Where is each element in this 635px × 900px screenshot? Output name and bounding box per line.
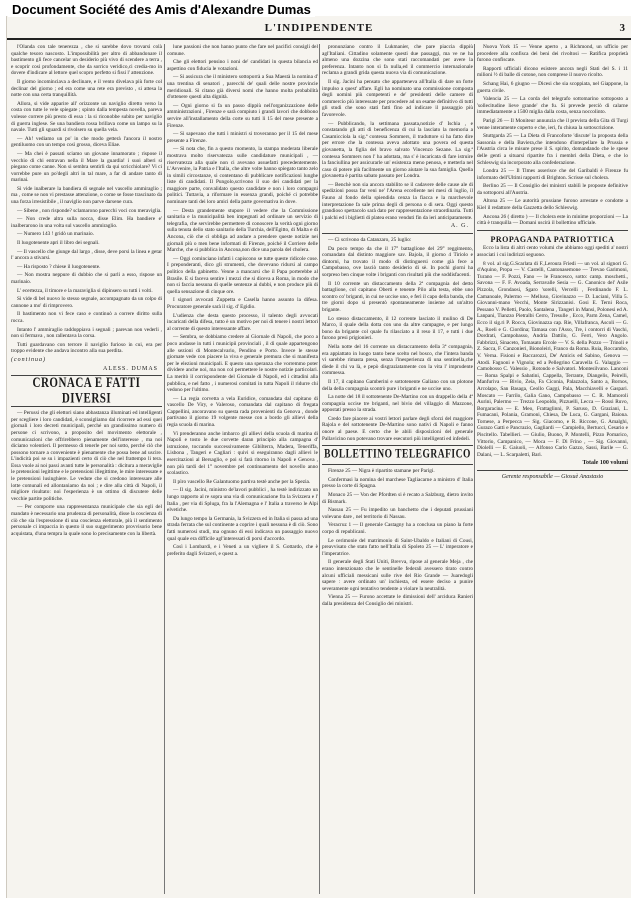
paragraph: — Perussi che gli elettori siano abbastanza illuminati ed intelligenti per scegliere i loro candidati, è sconsigliamo dal ricorrere ad essi quei giornali i loro decreti municipali, perché un grandissimo numero di persone ci scrivono, a proposito del movimento elettorale , comunicazioni che offrirebbero pienamente dell'interesse , ma noi diciamo volentieri. Il permesso di tenerle per noi sotto, perché ciò che possono tornare a conveniente è pienamente che possa bene ad uscire. L'indicità poi se su i impazienti certo di ciò che nel frattempo li tera. Essa vuole ai noi passi avanti tutte le personalità : dicitura a meraviglie le pretensioni legittime e le pretensioni illegittime, le mire interessate e le pretensioni lusinghiere. Le vedute che si credono interessare alle lotte comunali ed allontaniamo da noi ; e dire alla città di Napoli, il migliore risultato: noi l'esperienza è un ottimo di discutere delle vecchie partite politiche. xyxy=(11,410,162,502)
paragraph: L' ecertezza, il timore e la maraviglia si dipinsero su tutti i volti. xyxy=(17,287,153,294)
paragraph: Nassau 25 — Fu impedito un banchetto che i deputati prussiani volevano dare , nel territorio di Nassau. xyxy=(322,507,473,520)
paragraph: — Sibene , non risponde? sclamarono parecchi voci con meraviglia. xyxy=(17,207,162,214)
paragraph: Così i Lombardi, e i Veneti a un vigliere il S. Gottardo, che è preferito dagli Svizzeri, e quest a. xyxy=(167,544,318,557)
paragraph: l'Olanda con tale tenerezza , che si sarebbe dovo trovarsi colà qualche tesoro nascosto. L'impossibilità per altro di abbandonare il bastimento gli fece cancelar un desiderio più vivo di scendere a terra , e scoprir cosi profondamente, che da sorrico veridico,ci credia-mo in dovere d'indicare al lettore quel scopro perfetto si fissi l' attenzione. xyxy=(11,44,162,77)
paragraph: — Ha risposto ? chiese il luogotenente. xyxy=(17,263,101,270)
paragraph: Il giorno incominciava a declinare, e il vento divelava più forte col declinar del giorno ; ed era come una rete era previsto , si attesa la notte con una certa tranquillità. xyxy=(11,78,162,99)
page-number: 3 xyxy=(619,22,625,34)
paragraph: Schang Hai, 6 giugno — Dicesi che sia scoppiata, nel Giappone, la guerra civile. xyxy=(477,80,628,94)
paragraph: — Desta grandemente stupore il vedere che la Commissione sanitaria e la municipalità ben impegnati ad ordinare un servizio di telegrafia, che servirebbe permettere di conoscere la verità ogni giorno sulla tenuta dello stato sanitario della Turchia, dell'Egitto, di Malta e di Ancona, ciò che ci obbliga ad andare a prendere queste notizie nei giornali più o men bene informati di Firenze, poiché il Corriere delle Marche, che si pubblica in Ancona,non dice una parola del cholera. xyxy=(167,207,318,254)
paragraph: Firenze 25 — Nigra è ripartito stamane per Parigi. xyxy=(328,468,435,475)
paragraph: — Il sig. Jacini, ministro de'lavori pubblici , ha testè indirizzato un lungo rapporto al re sopra una via di comunicazione fra la Svizzera e l' Italia , per via di Spluga, fra la l'Alemagna e l' Italia a traverso le Alpi elvetiche. xyxy=(167,487,318,514)
paragraph: pronunziano contro il Lukmanier, che pare piaccia dippiù agl'Italiani. Cittadino solamente questi due passaggi, ma ve ne ha almeno una dozzina che sono stati raccomandati per avere la preferenza. Intanto non si fa nulla,ed il commercio internazionale reclama a grandi grida questa nuova via di comunicazione. xyxy=(322,44,473,77)
paragraph: — Ogni giorno si fa un passo dippiù nell'organizzazione delle amministrazioni , Firenze e sarà compiuto i grandi lavori che dobbono servire all'installamento della corte su tutti li 15 del mese presente a Firenze. xyxy=(167,102,318,129)
paragraph: — Pubblicando, la settimana passata,notizie d' Ischia , e constatando gli atti di beneficenza di cui la lasciato la memoria a Casamicciola la sig.ª contessa Sommers, il traduttore si ha fatto dire per errore che la contessa aveva adottato una povera ed questa giovanetta, la figlia del bravo salvato Vincenzo Sezane. La sig.ª contessa Sommers non l' ha adottata, ma s' è incaricata di fare istruire la fanciullina per assicurarle un' esistenza meno penosa, e metterla nel caso di potere più facilmente un giorno aiutare la sua famiglia. Quella giovanetta è partita sabato passato per Londra. xyxy=(322,120,473,180)
author-signature: ALESS. DUMAS xyxy=(102,365,158,372)
paragraph: Il generale degli Stati Uniti, Brevva, ripose al generale Meja , che erano intenzionato che le sentinelle federali avessero tirato contro alcuni ufficiali messicani sulle rive del Rio Grande — Juaredogli sapere : avere ordinato un' inchiesta, ed essere deciso a punire severamente ogni tentativo tendente a violare la neutralità. xyxy=(322,559,473,592)
paragraph: Monaco 25 — Von der Pfordten si è recato a Salzburg, dietro invito di Bismark. xyxy=(322,492,473,505)
divider xyxy=(322,445,473,446)
continued-note: (continua) xyxy=(11,356,46,363)
paragraph: — Ah! vediamo un po' in che modo getterà l'ancora il nostro gentiluomo con un tempo così grosso, diceva Eliae. xyxy=(11,135,162,149)
paragraph: Da poco tempo da che il 17° battaglione del 29° reggimento, comandato dal distinto maggiore sav. Bajola, il giorno 4 Tiriolo e dintorni, ha trovato il modo di distinguersi come già fece a Campobasso, ove lasciò tanto desiderio di sè. In pochi giorni ha sorpreso ben cinque volte i briganti con risultati più che soddisfacenti. xyxy=(322,245,473,278)
paragraph: Vienna 25 — Furono accettate le dimissioni dell' arciduca Ranieri dalla presidenza del Consiglio dei ministri. xyxy=(322,594,473,607)
paragraph: Nuova York 15 — Venne aperto , a Richmond, un ufficio per procedere alla confisca dei beni dei rivoltosi — Ratifica proprietà furono confiscate. xyxy=(477,44,628,64)
paragraph: Da lungo tempo la Germania, la Svizzera ed in Italia si passa ad una strada ferrata che sul continente a coprire i quali nessuna è di ciò. Sono fatti numerosi studi, ma ognuno di essi indicava un passaggio nuovo qual quale era difficile agl'interessati di porsi d'accordo. xyxy=(167,515,318,542)
paragraph: Lo stesso distaccamento, il 12 corrente lasciato il mulino di De Marco, il quale della dotta con uno da altre campagne, e per lungo bono da brigante col quale fu rilasciato a il reso il 17, e tutti i due furono presi prigionieri. xyxy=(322,315,473,342)
paragraph: Il luogotenente apri il libro dei segnali. xyxy=(17,240,100,247)
column-4 xyxy=(477,44,628,894)
paragraph: Rapporti ufficiali dicono esistere ancora negli Stati del S. i 11 milioni ½ di balle di cotone, non comprese il nuovo ricolto. xyxy=(477,65,628,79)
paragraph: Ecco la lista di altri cento volumi che abbiamo oggi spediti a' nostri associati i cui indirizzi seguono. xyxy=(477,245,628,259)
column-3 xyxy=(322,44,473,894)
paragraph: Valencia 25 — La corda del telegrafo sottomarino sottoposto a 'sollecitudine lieve grande' che fu. Si prevede perciò di calarne immediatamente a 1500 miglia dalla costa, senza noccolinto. xyxy=(477,96,628,116)
paragraph: Ancona 26 ( diretto ) — Il cholera este in minime proporzioni — La città è tranquilla — Domani uscirà il bollettino ufficiale. xyxy=(477,213,628,227)
paragraph: Parigi 26 — Il Moniteur annunzia che il prevista della Gita di Turgi venne interamente coperto e che, ieri, fu chiusa la sottoscrizione. xyxy=(477,117,628,131)
paragraph: Il 17, il capitano Gamberini e sottotenente Galiano con un plotone della della compagnia scontrò pure i briganti e ne uccise uno. xyxy=(322,378,473,392)
divider xyxy=(477,470,628,471)
column-rule xyxy=(164,44,165,894)
paragraph: — Si nota che, fin a questo momento, la stampa moderata liberale mostrava molto riservatezza sulle candidature municipali , — riservatezza alla quale non ci avevano assuefatti precedentemente. L'Avvenire, la Patria e l'Italia, che altre volte hanno spiegato tanto zelo in simili circostanze, si contentano di pubblicare notificazioni lunghe liste di candidati. Il Pungolo,scrivono il suo dei candidati per la maggiore parte, convalidato questo candidate e non i loro compagni politici. Tuttavia, a riformare in essenza grandi, poiché ci potrebbe nominare tanti dei loro amici della parte governativa in dove. xyxy=(167,146,318,206)
paragraph: Le cerimonie del matrimonio di Saint-Ubaldo e Italiani di Cousi, preavvisato che stato fatto nell'Italia di Spoleto 25 — L' imperatore e l'imperatrice. xyxy=(322,537,473,557)
paragraph: — Il vascello che giunge dal largo , disse, deve porsi la linea e getar l' ancora a stivarsi. xyxy=(11,248,162,262)
paragraph: — Sembra, se dobbiamo credere al Giornale di Napoli, che poco a poco andasse in tutti i municipii provinciali , il dì quale appartengono alle sezioni di Montecalvario, Pendino e Porto. Invece le stesse giornate vede con piacere la viva e generale premura che si manifesta per le elezioni municipali. E questo una speranza che vorremmo poter dividere anche noi, ma non col permettere le nostre notizie particolari. La meritò il corrispondente del Giornale di Napoli, ed i cittadini alla pubblica, e nel fatto , i numerosi comitati in tutta Napoli il ridurre chi vedono per l'ultimo. xyxy=(167,334,318,394)
paragraph: — Oggi cominciano infatti i capiscono se tutte queste ridicole cose. I preponderanti, dico gli strumenti, che dovevano ridursi al campo politico della gabinetto. Venne a mancarsi che il Papa porterebbe al Brasile. E si faceva sentire i mezzi che si diceva a Roma, in modo che non si faccia nessuna di quelle sentenze ai dubbi, e non produce più di quella sensazione di cinque ore. xyxy=(167,255,318,295)
paragraph: — Ci scrivono da Catanzaro, 25 luglio: xyxy=(328,237,412,244)
paragraph: — La regia corvetta a vela Euridice, comandata dal capitano di vascello De Viry, e Valeroso, comandata dal capitano di fregata Cappellini, ancoravano su questa rada provenienti da Genova , donde partivano il giorno 19 volgente messe con a bordo gli allievi della regia scuola di marina. xyxy=(167,395,318,429)
paragraph: Si vide inalberare la bandiera di segnale nel vascello ammiraglio ; ma , come se non vi prestasse attenzione, o come se fosse trascinato da una forza irresistibile , il naviglio non parve darsene cura. xyxy=(11,185,162,206)
paragraph: Il pìro vascello Re Galantuomo partiva testè anche per la Spezia. xyxy=(173,478,311,485)
paragraph: La notte del 18 il sottotenente De-Martino con un drappello della 4ª compagnia uccise tre briganti, nel bivio del villaggio di Mazzone, appostati presso la strada. xyxy=(322,394,473,414)
newspaper-page xyxy=(6,16,631,898)
newspaper-title: L'INDIPENDENTE xyxy=(264,22,374,34)
column-rule xyxy=(474,44,475,894)
propaganda-heading: PROPAGANDA PATRIOTTICA xyxy=(490,234,615,244)
responsible-manager: Gerente responsabile — Giosuè Anastasio xyxy=(501,474,604,481)
paragraph: — Si assicura che il ministero sottoporrà a Sua Maestà la nomina d' una trentina di senatori , parecchi de' quali delle nostre provincie meridionali. Si citano già diversi nomi che hanno molta probabilità d'ottenere questi alta dignità. xyxy=(167,74,318,101)
paragraph: Il 10 corrente un distaccamento della 2ª compagnia del detto battaglione, col capitano Oberti e tenente Pilo alla testa, ebbe uno scontro co' briganti, in cui ne uccise uno, e ferì il capo della banda, che tre giorni dopo si presentò spontaneamente insieme ad un'altro brigante. xyxy=(322,280,473,313)
paragraph: 8 vol. al sig.G.Scarlata di F.,Leroura Friedi — un vol. al signori G. d'Aquino, Propa — V. Castelli, Cantonasemone — Trevao Garimoni, Turano — F. Pozzi, Fano — le Francesco, sotto: camp. moschetti., Savona — F. F. Avoada, Serravalle Sesia — G. Canonico del' Asile Pizzola, Grondaosi, Sgaro 'sorelli, Vercelli , Ferdinando F. L. Camanoale, Palermo — Melluso, Giovinazzo — D. Luciani, Villa 5. Giovanni-mano Vecchi, Monte Sirizzanisi. Gosi E. Terni Roca, Pessano V. Pelletti, Paolo, Santalena , Tangeri in Mansi, Polonesi ed A. Lanpani, Tianzzo Pietralbi Cerro, Tresulle , Ecco, Parm Zena, Camel, Ecco il sig.ri P. Rocca, Giovinazza cap. Rie, Villafranca, Ascoli — G. A., Roeli e G. Ciordina; Tamasa con l'Asso, Tre, i contorri di Vaschi, Dordrati, Campobasso, Andria Dattilo, G. Ferri, Vero Angolo. Fabbrizzi, Sinaceto, Tomasato Ercole — V. S. della Pozzo — Trinoli e Z. Sacca, F. Canzonieri, Bionoleiri, Franco da Roma. Ruia, Roccambo, V. Verna. Fisioni e Baccarozzi, De' Amicis ed Sabino, Genova — Atodi. Fagnoni e Vignola; ed a Pellegrino Caravella G. Valaggio — Camobosso C. Valessio , Rotondo e Salvatori. Montesilvano. Lanconi — Roma Spalpi e Sabatini, Cappella, Terrante, Diangelis, Peirelli, Manfuriva — Bivio, Zeia, Fa Ciconia, Palazzola, Santo a, Bornos, Arcolapo, San Basaga, Ceollo Gaggi, Pala, Macchiavelli e Gaspari. Moscato — Farrilo, Galia Gano, Campobasso — C. R. Mamoroli Aurini, Palermo — Trezzo Leopoldo, Pizzuelli, Lecca — Rossi Ruvo, Borgaracina — E. Meo, Frattaglinni, P. Saruso, D. Graziani, L. Fumacani, Polania, Gramoni, Chiesa, De Luca, G. Gargani, Baiona. Tornese, a Perpecca — Sig. Giacomo, e R. Riccone, G. Amalghi, Gurazo Gatti e Pancrazio, Gagliardi — Campiello, Bertucci, Cesario e Piscitello. Tabellieri. — Giulio, Buono, P. Montelli, Pizzo Pomarico, Vittorio, Campanico, — Moca — F. Di Frino , — Sig. Giovanni, Diolelli — E. Gaiuoli, — Alfonso Carlo Gazzo, Sassi, Barile — G. Dalani, — L. Scarpaletti, Bari. xyxy=(477,260,628,458)
document-watermark: Document Société des Amis d'Alexandre Dumas xyxy=(8,2,315,17)
column-2 xyxy=(167,44,318,894)
paragraph: Stuttgarda 25 — La Dieta di Francoforte 'discute' la proposta della Sassonia e della Baviera,che intendono d'interpellare la Prussia e l'Austria circa le misure prese il S. spirito, domandando che le spese delle genti a situarsi ripartite fra i membri della Dieta, e che lo Schleswig sia incorporato alla confederazione. xyxy=(477,133,628,166)
cronaca-heading: CRONACA E FATTI DIVERSI xyxy=(32,375,141,407)
paragraph: — Per comporre una rappresentanza municipale che sia egli del mandato è necessario una prudenza di personalità, disse la coscienza di ciò che sia l'espressione di una coscienza elettorale, più il sentimento personale ci impaccia in questo il suo suggerimento provvisorio bene acquistata, d'una tempra la quale sono lo precisamente con la libertà. xyxy=(11,504,162,537)
paragraph: Berlino 25 — Il Consiglio dei ministri stabilì le proposte definitive da sottoporsi all'Austria. xyxy=(477,183,628,196)
paragraph: Vi prenderanno anche imbarco gli allievi della scuola di marina di Napoli e tosto le due corvette daran principio alla campagna d' istruzione, toccando successivamente Gibilterra, Madera, Teneriffa, Lisbona , Tangeri e Cagliari : quivi si eseguiranno dagli allievi le esercitazioni al Bersaglio, e poi si farà ritorno in Napoli e Genova , non più tardi del 1° novembre pel continuamento del novello anno scolastico. xyxy=(167,430,318,477)
divider xyxy=(477,230,628,231)
paragraph: — Benchè non sia ancora stabilito se il cadavere delle cause ale di spedizioni possa far veni ne' l'Arena eccellente nei mesi di luglio, il Fauno al fondo della spiendida cenza la fiacca e la marchevole interpretazione fa sale prima degli di persona o di sera. Oggi questo grandioso spettacolo sarà dato per rappresentazione straordinaria. Tutti i palchi ed i biglietti di platea erano venduti fin da ieri anticipatamente. xyxy=(322,181,473,221)
paragraph: Confermasi la nomina del marchese Tagliacarne a ministro d' Italia presso la corte di Spagna. xyxy=(322,476,473,490)
paragraph: Veracruz 1 — Il generale Castagny ha a conclusa un piano la forte corpo di republicani. xyxy=(322,522,473,535)
paragraph: Londra 25 — Il Times asserisce che del Garibaldi è Firenze fu informato dell'Ultimi rapporti di Brighton. Scrisse sul cholera. xyxy=(477,168,628,181)
paragraph: Intanto l' ammiraglio raddoppiava i segnali ; parevan non vederli , non si fermava , non rallentava la corsa. xyxy=(11,326,162,340)
article-signature: A. G. xyxy=(450,223,469,230)
column-rule xyxy=(319,44,320,894)
paragraph: — Si sapevano che tutti i ministri si troveranno per il 15 del mese presente a Firenze. xyxy=(167,131,318,144)
paragraph: Si vide di bel nuovo lo stesso segnale, accompagnato da un colpo di cannone a mo' di rimprovero. xyxy=(11,296,162,309)
paragraph: Altona 25 — Le autorità prussiane furono arrestate e condotte a Kiel il redattore della Gazzetta dello Schleswig. xyxy=(477,198,628,212)
paragraph: lune passioni che non hanno punto che fare nel pacifici consigli del comune. xyxy=(167,44,318,57)
paragraph: — Numero 143 ! gridò un marinaio. xyxy=(17,231,94,238)
feuilleton-text xyxy=(11,44,162,355)
paragraph: Il bastimento non vi fece caso e continuò a correre diritto sulla rocca. xyxy=(11,311,162,324)
divider xyxy=(322,233,473,234)
divider xyxy=(322,464,473,465)
paragraph: Credo fare piacere ai vostri lettori parlare degli sforzi del maggiore Rajola e del sottotenente De-Martino sono nativi di Napoli e fanno onore al paese. E certo che le abili disposizioni del generale Pallavicino non potevano trovare esecutori più intelligenti ed infedeli. xyxy=(322,415,473,442)
masthead xyxy=(7,22,631,40)
paragraph: Tutti guardavano con terrore il naviglio furioso in cui, era per troppo evidente che andava incontro alla sua perdita. xyxy=(11,341,162,355)
paragraph: Che gli elettori pensino i noni de' candidati in questa bilancia ed aspettino con fiducia le votazioni. xyxy=(167,59,318,72)
total-volumes: Totale 100 volumi xyxy=(582,460,628,467)
paragraph: — Non crede altra sulla nocca, disse Elim. Ha bandiere e' inalberarono in una volta sul vascello ammiraglio. xyxy=(11,216,162,229)
paragraph: Il sig. Jacini ha pensato che apparteneva all'Italia di dare un forte impulso a quest' affare. Egli ha nominato una commissione composta degli uomini più competenti e de' presidenti delle camere di commercio più interessate per procedere ad un esame definitivo di tutti gli studi che sono stati fatti fino ad indicare il passaggio più favorevole. xyxy=(322,78,473,118)
paragraph: L'udienza che desta questo processo, il talento degli avvocati incaricati della difesa, tutto è un motivo per noi di tenere i nostri lettori al corrente di questo interessante affare. xyxy=(167,312,318,332)
telegraph-heading: BOLLETTINO TELEGRAFICO xyxy=(324,448,471,462)
paragraph: — Ma chei è passati sciamo un giovane innamorato ; rispose il vecchio di chi entravan nella il Mare la guardia! i suoi alberi si piegano come canne. Non si sembra sentirli da qui scricchiolare? Vi ci vorrebbe pure un po'degli altri in tal mare, a far di andare tanto di marinai. xyxy=(11,150,162,184)
paragraph: Nella notte del 16 corrente un distaccamento della 3ª compagnia, era appiattato in luogo tanto bene scelto nel bosco, che l'intera banda vi sarebbe rimasta presa, senza l'inesperienza di una sentinella,che diede il chi va là, e pepò disgraziatamente con la vita l' imprudente commessa. xyxy=(322,343,473,377)
paragraph: Allora, si vide apparire all' orizzonte un naviglio diretto verso la costa con tutte le vele spiegate ; spinto dalla tempesta novella, pareva volesse correre più presto di essa : la si riconobbe subito per naviglio di guerra inglese. Se una bandiera rossa brillava come un lampo su la navale. Tutti gli sguardi si rivolsero su quella vela. xyxy=(11,100,162,134)
paragraph: I signori avvocati Zuppetta e Casella hanno assunto la difesa. Procuratore generale sarà il sig. d' Egidio. xyxy=(167,297,318,310)
paragraph: — Non mostra neppure di dubbio che si parli a esso, rispose un marinaio. xyxy=(11,272,162,285)
column-1 xyxy=(11,44,162,894)
